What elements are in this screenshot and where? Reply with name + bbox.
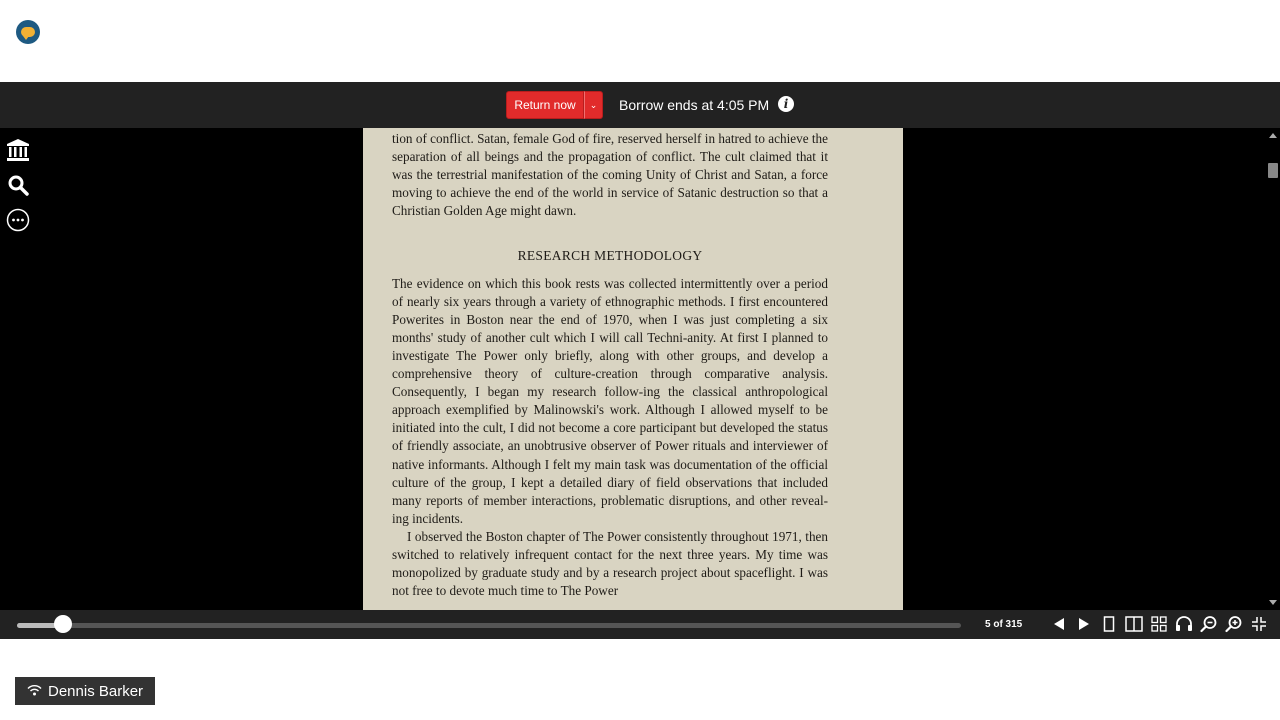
user-name: Dennis Barker (48, 682, 144, 700)
reader-sidebar (6, 138, 32, 243)
zoom-in-icon[interactable] (1225, 615, 1243, 633)
page-scrollbar[interactable] (1266, 128, 1280, 610)
library-icon[interactable] (6, 138, 30, 162)
exit-fullscreen-icon[interactable] (1250, 615, 1268, 633)
page-text (392, 130, 828, 600)
scroll-up-arrow-icon[interactable] (1269, 133, 1277, 138)
one-page-view-icon[interactable] (1100, 615, 1118, 633)
borrow-status: Borrow ends at 4:05 PM (619, 97, 770, 113)
top-bar (0, 0, 1280, 82)
return-options-dropdown[interactable]: ⌄ (584, 91, 603, 119)
paragraph: tion of conflict. Satan, female God of fire, reserved herself in hatred to achieve the separation of all beings and the propagation of conflict. The cult claimed that it was the terrestrial manifestation of the coming Unity of Christ and Satan, a force moving to achieve the end of the world in service of Satanic destruction so that a Christian Golden Age might dawn. (392, 131, 828, 219)
thumbnail-view-icon[interactable] (1150, 615, 1168, 633)
info-icon[interactable]: i (778, 96, 794, 112)
wifi-icon (27, 683, 42, 700)
borrow-bar (0, 82, 1280, 128)
read-aloud-headphones-icon[interactable] (1175, 615, 1193, 633)
paragraph: I observed the Boston chapter of The Power consistently throughout 1971, then switched to relatively infrequent contact for the next three years. My time was monopolized by graduate study and by a research project about spaceflight. I was not free to devote much time to The Power (392, 528, 828, 599)
more-options-icon[interactable] (6, 208, 30, 232)
user-status-tab[interactable] (15, 677, 155, 705)
book-page[interactable] (363, 128, 903, 610)
search-icon[interactable] (6, 173, 30, 197)
navigation-bar (0, 610, 1280, 639)
page-slider-handle[interactable] (54, 615, 72, 633)
next-page-icon[interactable] (1075, 615, 1093, 633)
two-page-view-icon[interactable] (1125, 615, 1143, 633)
chat-icon[interactable] (16, 20, 40, 44)
scroll-down-arrow-icon[interactable] (1269, 600, 1277, 605)
page-slider[interactable] (17, 623, 961, 628)
scroll-thumb[interactable] (1268, 163, 1278, 178)
paragraph: The evidence on which this book rests was collected intermittently over a period of nearly six years through a variety of ethnographic methods. I first encountered Powerites in Boston near the end of 1970, when I was just completing a six months' study of another cult which I will call Techni-anity. At first I planned to investigate The Power only briefly, along with other groups, and develop a comprehensive theory of culture-creation through comparative analysis. Consequently, I began my research follow-ing the classical anthropological approach exemplified by Malinowski's work. Although I allowed myself to be initiated into the cult, I did not become a core participant but developed the status of friendly associate, an unobtrusive observer of Power rituals and interviewer of native informants. Although I felt my main task was documentation of the official culture of the group, I kept a detailed diary of field observations that included many reports of member interactions, problematic disruptions, and other reveal-ing incidents. (392, 275, 828, 526)
return-now-button[interactable]: Return now (506, 91, 584, 119)
page-indicator: 5 of 315 (985, 619, 1023, 630)
previous-page-icon[interactable] (1050, 615, 1068, 633)
zoom-out-icon[interactable] (1200, 615, 1218, 633)
section-heading: RESEARCH METHODOLOGY (517, 248, 703, 264)
book-reader (0, 82, 1280, 639)
